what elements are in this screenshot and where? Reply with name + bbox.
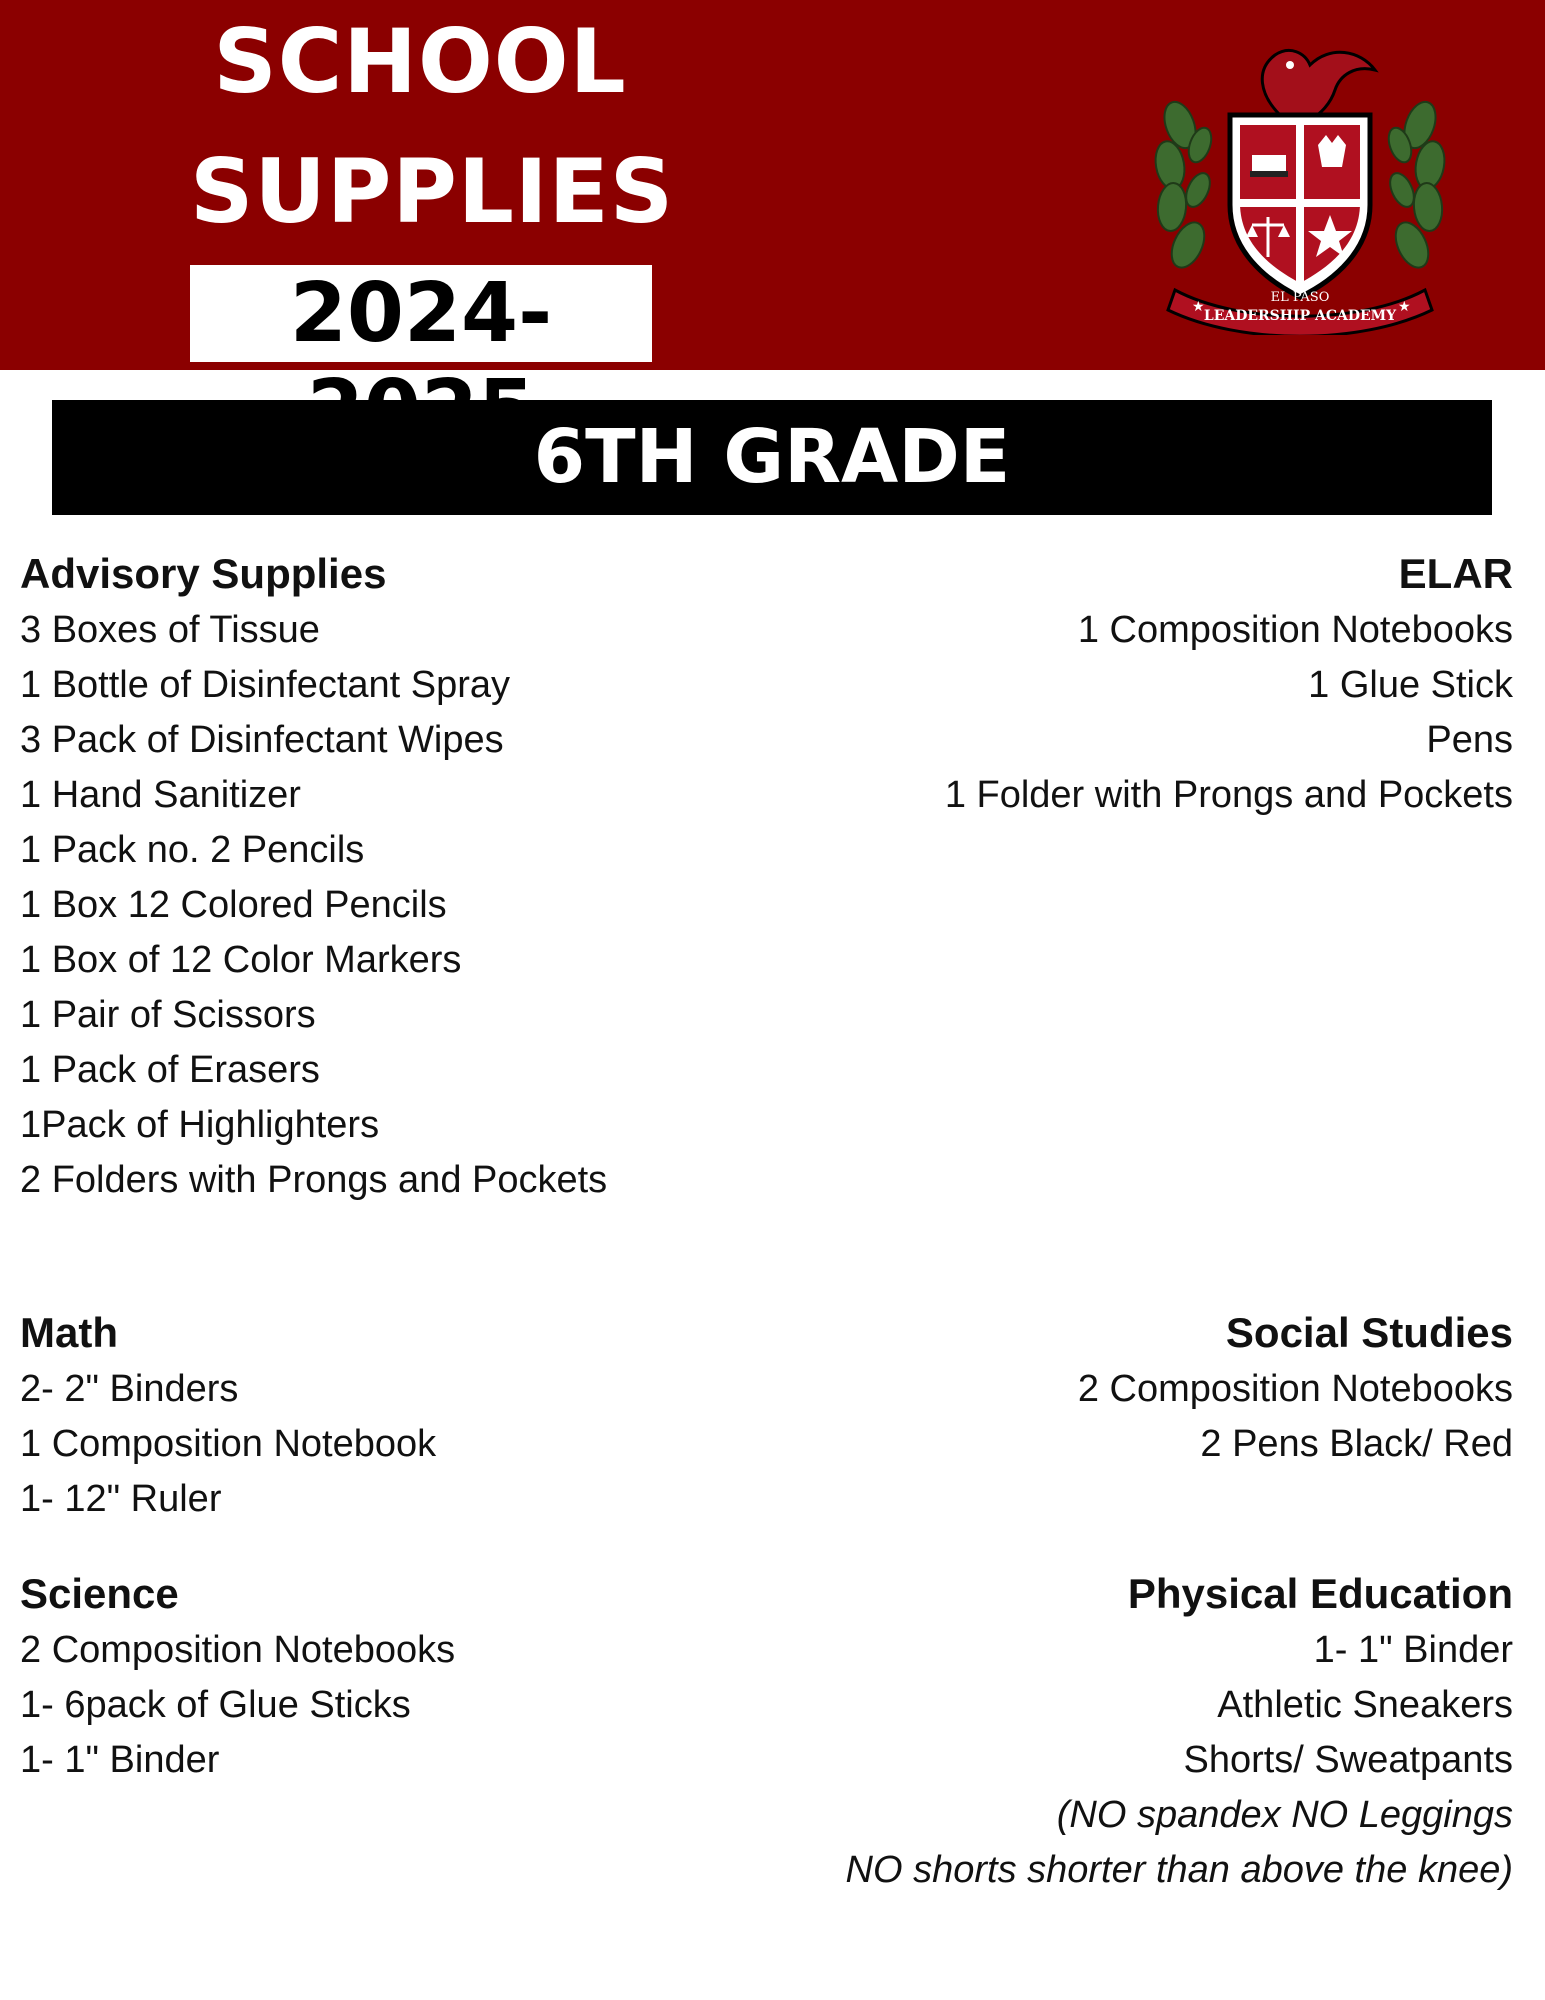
pe-note-line-1: (NO spandex NO Leggings	[1056, 1794, 1513, 1836]
section-title: Math	[20, 1309, 118, 1356]
list-item: 3 Pack of Disinfectant Wipes	[20, 719, 504, 761]
section-advisory	[20, 545, 780, 1208]
section-title: ELAR	[1398, 550, 1513, 597]
section-science	[20, 1565, 780, 1788]
crest-text-line2: LEADERSHIP ACADEMY	[1203, 308, 1397, 324]
title-line-2: SUPPLIES	[190, 140, 675, 243]
list-item: 1 Pair of Scissors	[20, 994, 316, 1036]
svg-text:★: ★	[1398, 298, 1411, 314]
section-title: Social Studies	[1225, 1309, 1513, 1356]
laurel-right-icon	[1384, 98, 1448, 273]
grade-heading: 6TH GRADE	[52, 400, 1492, 515]
list-item: 2 Pens Black/ Red	[1200, 1423, 1513, 1465]
section-math	[20, 1304, 780, 1527]
section-title: Advisory Supplies	[20, 550, 387, 597]
list-item: 1- 1" Binder	[1313, 1629, 1513, 1671]
section-title: Physical Education	[1127, 1570, 1513, 1617]
list-item: 1 Folder with Prongs and Pockets	[944, 774, 1513, 816]
list-item: 1Pack of Highlighters	[20, 1104, 380, 1146]
svg-text:★: ★	[1192, 298, 1205, 314]
list-item: 2 Composition Notebooks	[1077, 1368, 1513, 1410]
list-item: 1 Composition Notebook	[20, 1423, 437, 1465]
ribbon-banner	[1168, 290, 1432, 335]
list-item: 1 Box 12 Colored Pencils	[20, 884, 447, 926]
list-item: 1- 1" Binder	[20, 1739, 220, 1781]
list-item: 1 Pack of Erasers	[20, 1049, 320, 1091]
list-item: 2 Folders with Prongs and Pockets	[20, 1159, 608, 1201]
title-line-1: SCHOOL	[213, 10, 627, 113]
laurel-left-icon	[1152, 98, 1216, 273]
list-item: Athletic Sneakers	[1217, 1684, 1513, 1726]
griffin-icon	[1262, 50, 1375, 117]
list-item: 1 Glue Stick	[1308, 664, 1513, 706]
header-banner	[0, 0, 1545, 370]
list-item: 2- 2" Binders	[20, 1368, 239, 1410]
school-year: 2024-	[190, 265, 652, 362]
list-item: 1 Pack no. 2 Pencils	[20, 829, 365, 871]
list-item: 1 Bottle of Disinfectant Spray	[20, 664, 511, 706]
list-item: 1 Composition Notebooks	[1077, 609, 1513, 651]
list-item: 3 Boxes of Tissue	[20, 609, 320, 651]
list-item: Pens	[1426, 719, 1513, 761]
list-item: 1- 12" Ruler	[20, 1478, 222, 1520]
section-physical-education	[753, 1565, 1513, 1898]
crest-text-line1: EL PASO	[1270, 290, 1330, 305]
section-elar	[753, 545, 1513, 823]
list-item: 2 Composition Notebooks	[20, 1629, 456, 1671]
section-social-studies	[753, 1304, 1513, 1472]
pe-note-line-2: NO shorts shorter than above the knee)	[845, 1849, 1513, 1891]
school-crest-logo	[1140, 35, 1460, 335]
list-item: Shorts/ Sweatpants	[1183, 1739, 1513, 1781]
list-item: 1 Hand Sanitizer	[20, 774, 301, 816]
shield-icon	[1230, 115, 1370, 297]
list-item: 1- 6pack of Glue Sticks	[20, 1684, 411, 1726]
section-title: Science	[20, 1570, 179, 1617]
list-item: 1 Box of 12 Color Markers	[20, 939, 462, 981]
